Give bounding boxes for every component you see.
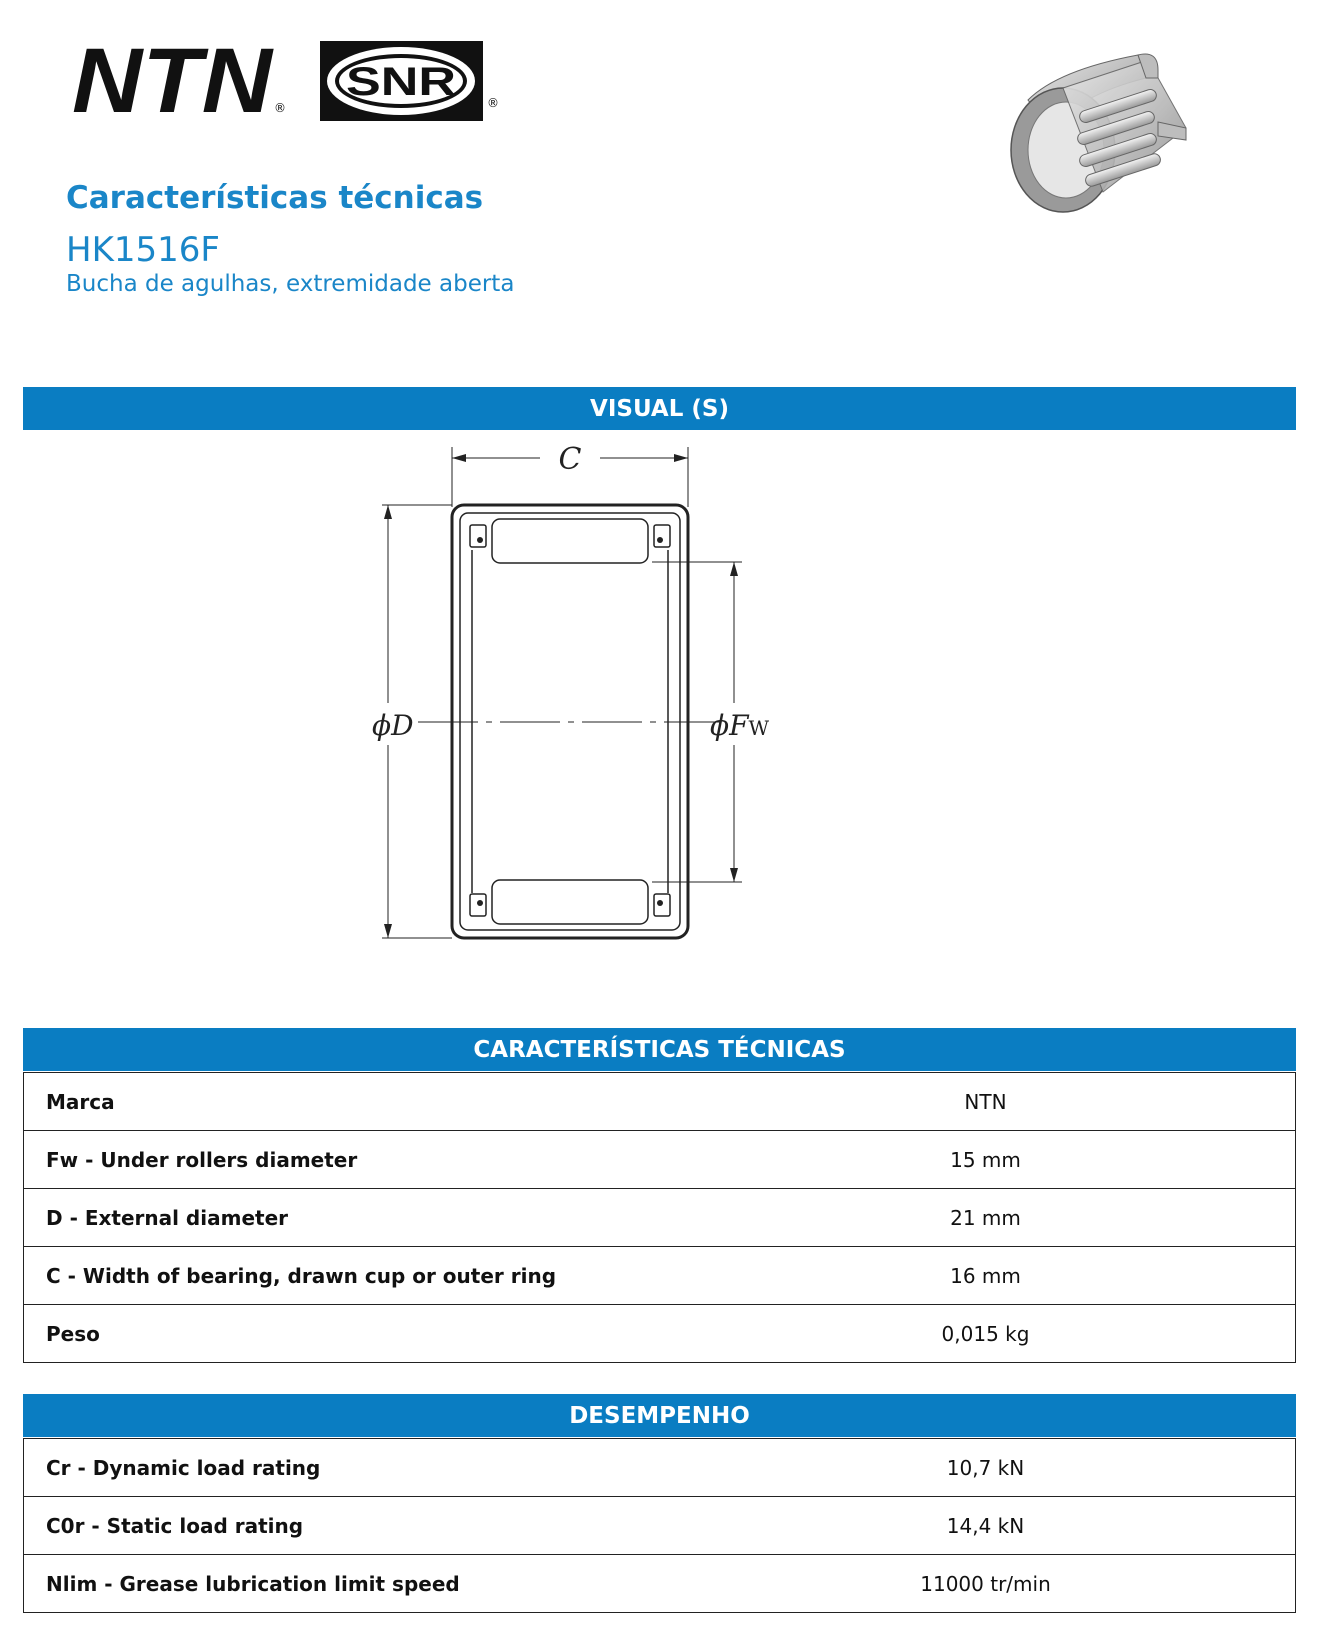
ntn-logo-text: NTN [72,44,275,120]
row-label: D - External diameter [24,1189,677,1247]
row-value: 11000 tr/min [676,1555,1296,1613]
section-header-desempenho: DESEMPENHO [23,1394,1296,1437]
row-value: NTN [676,1073,1296,1131]
table-row [24,1189,1296,1247]
product-subtitle: Bucha de agulhas, extremidade aberta [66,271,515,297]
page-title: Características técnicas [66,180,484,216]
dimension-fw-main: ϕF [710,709,749,742]
table-row [24,1555,1296,1613]
snr-registered-mark: ® [487,96,499,110]
bearing-product-image [1008,40,1208,220]
table-row [24,1439,1296,1497]
dimension-fw-label [710,709,770,742]
row-label: Fw - Under rollers diameter [24,1131,677,1189]
table-row [24,1131,1296,1189]
row-value: 10,7 kN [676,1439,1296,1497]
table-row [24,1073,1296,1131]
section-header-visual: VISUAL (S) [23,387,1296,430]
row-value: 14,4 kN [676,1497,1296,1555]
row-label: Marca [24,1073,677,1131]
snr-logo-text: SNR [346,60,457,104]
row-value: 16 mm [676,1247,1296,1305]
row-label: Cr - Dynamic load rating [24,1439,677,1497]
section-header-caracteristicas: CARACTERÍSTICAS TÉCNICAS [23,1028,1296,1071]
dimension-c-label: C [558,445,582,477]
row-label: C0r - Static load rating [24,1497,677,1555]
row-value: 0,015 kg [676,1305,1296,1363]
product-model: HK1516F [66,230,220,270]
dimension-d-label: ϕD [372,709,414,742]
table-row [24,1497,1296,1555]
row-label: Peso [24,1305,677,1363]
row-label: Nlim - Grease lubrication limit speed [24,1555,677,1613]
bearing-cross-section-drawing [370,445,790,955]
row-label: C - Width of bearing, drawn cup or outer ring [24,1247,677,1305]
desempenho-table [23,1438,1296,1613]
row-value: 15 mm [676,1131,1296,1189]
ntn-logo [72,44,287,120]
row-value: 21 mm [676,1189,1296,1247]
dimension-fw-subscript: W [748,716,770,740]
table-row [24,1305,1296,1363]
caracteristicas-table [23,1072,1296,1363]
snr-logo [320,41,510,125]
table-row [24,1247,1296,1305]
ntn-registered-mark: ® [274,101,286,115]
